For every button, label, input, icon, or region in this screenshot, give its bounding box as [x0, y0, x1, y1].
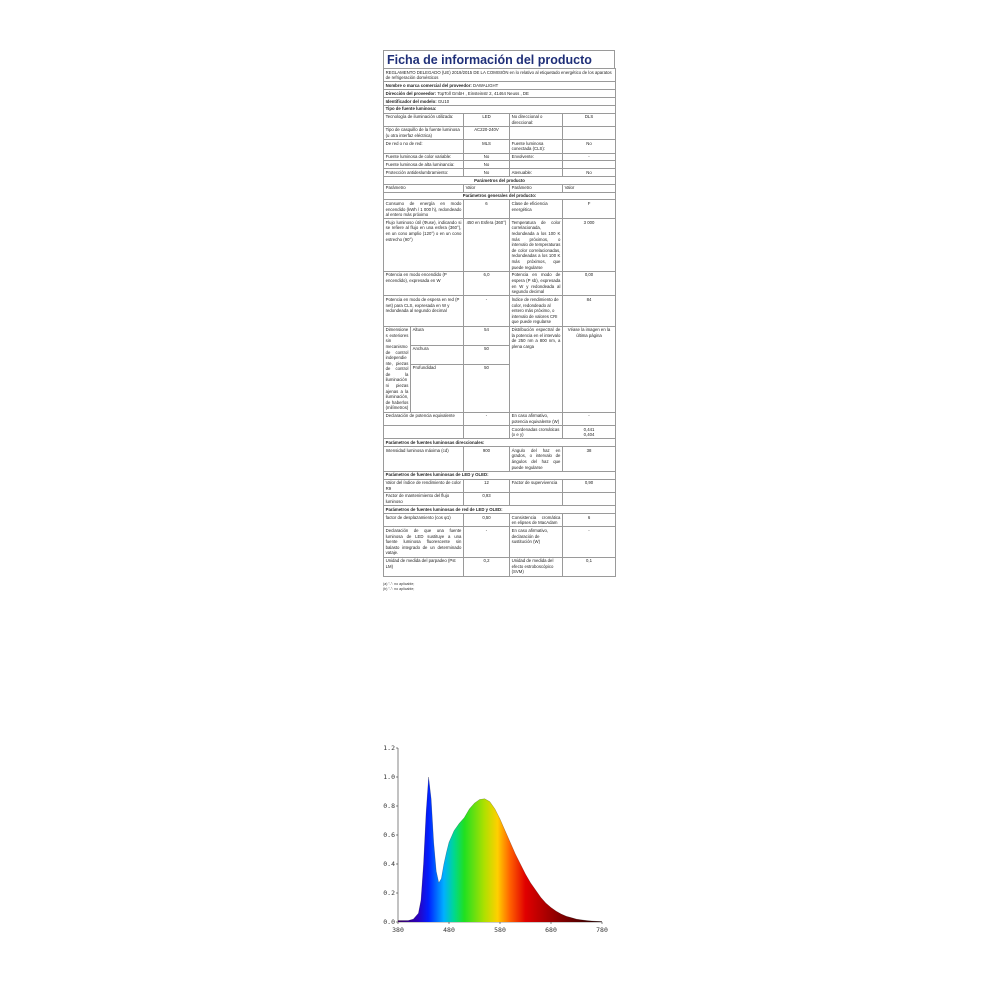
- spectral-distribution-value: Véase la imagen en la última página: [563, 326, 616, 412]
- row-label-2: Unidad de medida del efecto estroboscópico (SVM): [510, 557, 563, 576]
- table-row: [384, 426, 616, 439]
- row-label: Unidad de medida del parpadeo (Pst LM): [384, 557, 464, 576]
- supplier-address-row: [384, 90, 616, 98]
- spectrum-area: [398, 777, 602, 922]
- row-label-2: Temperatura de color correlacionada, redondeada a los 100 K más próximos, o intervalo de temperaturas de color correlacionadas, redondeadas a los 100 K más próximos, que puede regularse: [510, 219, 563, 272]
- row-value-2: DLS: [563, 113, 616, 126]
- y-tick-label: 1.0: [383, 773, 395, 781]
- row-label-2: Envolvente:: [510, 153, 563, 161]
- row-value-2: [563, 161, 616, 169]
- model-label: Identificador del modelo:: [385, 98, 437, 104]
- light-source-type-header: Tipo de fuente luminosa:: [384, 105, 616, 113]
- row-label: Valor del índice de rendimiento de color R9: [384, 479, 464, 492]
- page-title: Ficha de información del producto: [383, 50, 615, 68]
- row-value: 0,2: [464, 557, 510, 576]
- row-value-2: [563, 126, 616, 139]
- table-row: [384, 169, 616, 177]
- height-value: 54: [464, 326, 510, 345]
- row-value-2: 0,1: [563, 557, 616, 576]
- chromaticity-x: 0,441: [583, 426, 595, 432]
- row-value: MLS: [464, 140, 510, 153]
- row-value: 450 en Esfera (360°): [464, 219, 510, 272]
- row-label: Potencia en modo de espera en red (P net) para CLS, expresada en W y redondeada al segundo decimal: [384, 296, 464, 326]
- height-label: Altura: [411, 326, 464, 345]
- row-label-2: Atenuable:: [510, 169, 563, 177]
- row-label: De red o no de red:: [384, 140, 464, 153]
- table-row: [384, 153, 616, 161]
- y-tick-label: 0.0: [383, 918, 395, 926]
- row-label-2: No direccional o direccional:: [510, 113, 563, 126]
- row-value: 900: [464, 447, 510, 472]
- y-tick-label: 1.2: [383, 744, 395, 752]
- x-tick-label: 380: [392, 926, 404, 934]
- row-label: Consumo de energía en modo encendido (kWh / 1 000 h), redondeado al entero más próximo: [384, 200, 464, 219]
- row-label: Intensidad luminosa máxima (cd): [384, 447, 464, 472]
- chromaticity-label: Coordenadas cromáticas (x e y): [510, 426, 563, 439]
- row-value-2: [563, 492, 616, 505]
- x-tick-label: 580: [494, 926, 506, 934]
- row-value-2: -: [563, 527, 616, 557]
- supplier-address-label: Dirección del proveedor:: [385, 90, 437, 96]
- row-value-2: 0,00: [563, 271, 616, 296]
- row-label-2: Consistencia cromática en elipses de MacAdam: [510, 514, 563, 527]
- row-value: 6: [464, 200, 510, 219]
- row-value: 12: [464, 479, 510, 492]
- y-tick-label: 0.8: [383, 802, 395, 810]
- row-value-2: 6: [563, 514, 616, 527]
- row-label-2: En caso afirmativo, potencia equivalente (W): [510, 412, 563, 425]
- row-label: Factor de mantenimiento del flujo luminoso: [384, 492, 464, 505]
- footnotes: [383, 582, 615, 592]
- row-value: 0,50: [464, 514, 510, 527]
- width-value: 50: [464, 345, 510, 364]
- row-label-2: Clase de eficiencia energética: [510, 200, 563, 219]
- depth-label: Profundidad: [411, 364, 464, 412]
- row-label: factor de desplazamiento (cos φ1): [384, 514, 464, 527]
- table-row: [384, 161, 616, 169]
- row-label: Tipo de casquillo de la fuente luminosa (u otra interfaz eléctrica): [384, 126, 464, 139]
- y-tick-label: 0.2: [383, 889, 395, 897]
- row-value: -: [464, 527, 510, 557]
- led-header: Parámetros de fuentes luminosas de LED y OLED:: [384, 471, 616, 479]
- y-tick-label: 0.6: [383, 831, 395, 839]
- table-row: [384, 219, 616, 272]
- row-label-2: Índice de rendimiento de color, redondeado al entero más próximo, o intervalo de valores CRI que puede regularse: [510, 296, 563, 326]
- supplier-address-value: TopToll GmbH , Einsteinstr 2, 41464 Neuss , DE: [437, 90, 529, 96]
- row-label-2: Factor de supervivencia: [510, 479, 563, 492]
- row-label: Fuente luminosa de alta luminancia:: [384, 161, 464, 169]
- row-label: Tecnología de iluminación utilizada:: [384, 113, 464, 126]
- table-row: [384, 113, 616, 126]
- row-value-2: 84: [563, 296, 616, 326]
- column-header-row: [384, 184, 616, 192]
- row-value-2: 38: [563, 447, 616, 472]
- row-label-2: [510, 126, 563, 139]
- model-value: GU10: [437, 98, 450, 104]
- width-label: Anchura: [411, 345, 464, 364]
- footnote-a: (a) "-": no aplicable;: [383, 581, 415, 586]
- column-header-parameter: Parámetro: [384, 184, 464, 192]
- spectral-power-chart: [380, 740, 620, 940]
- row-label-2: [510, 492, 563, 505]
- x-tick-label: 780: [596, 926, 608, 934]
- table-row: [384, 492, 616, 505]
- product-parameters-header: Parámetros del producto: [384, 176, 616, 184]
- row-label: Declaración de que una fuente luminosa de LED sustituye a una fuente luminosa fluorescente sin balasto integrado de un determinado vataje.: [384, 527, 464, 557]
- row-value: -: [464, 412, 510, 425]
- model-row: [384, 97, 616, 105]
- row-label-2: Potencia en modo de espera (P sb), expresada en W y redondeada al segundo decimal: [510, 271, 563, 296]
- supplier-name-row: [384, 82, 616, 90]
- row-value-2: 0,90: [563, 479, 616, 492]
- row-label: Fuente luminosa de color variable:: [384, 153, 464, 161]
- depth-value: 50: [464, 364, 510, 412]
- dimensions-label: Dimensiones exteriores sin mecanismo de control independiente, piezas de control de la iluminación ni piezas ajenas a la iluminación, de haberlos (milímetros): [384, 326, 411, 412]
- table-row: [384, 271, 616, 296]
- row-value-2: No: [563, 169, 616, 177]
- dimensions-row: [384, 326, 616, 345]
- table-row: [384, 527, 616, 557]
- column-header-parameter-2: Parámetro: [510, 184, 563, 192]
- mains-led-header: Parámetros de fuentes luminosas de red de LED y OLED:: [384, 506, 616, 514]
- y-tick-label: 0.4: [383, 860, 395, 868]
- table-row: [384, 514, 616, 527]
- row-label-2: [510, 161, 563, 169]
- product-information-sheet: [383, 50, 615, 592]
- row-value-2: F: [563, 200, 616, 219]
- table-row: [384, 200, 616, 219]
- regulation-text: REGLAMENTO DELEGADO (UE) 2019/2015 DE LA COMISIÓN en lo relativo al etiquetado energético de los aparatos de refrigeración domésticos: [384, 69, 616, 82]
- table-row: [384, 140, 616, 153]
- empty-cell: [464, 426, 510, 439]
- chromaticity-y: 0,404: [583, 432, 595, 438]
- row-value: No: [464, 153, 510, 161]
- supplier-name-value: DAWALIGHT: [473, 82, 499, 88]
- row-value-2: -: [563, 412, 616, 425]
- table-row: [384, 557, 616, 576]
- footnote-b: (b) "-": no aplicable;: [383, 586, 415, 591]
- row-value: -: [464, 296, 510, 326]
- spectral-distribution-label: Distribución espectral de la potencia en el intervalo de 250 nm a 800 nm, a plena carga: [510, 326, 563, 412]
- supplier-name-label: Nombre o marca comercial del proveedor:: [385, 82, 472, 88]
- column-header-value: Valor: [464, 184, 510, 192]
- column-header-value-2: Valor: [563, 184, 616, 192]
- row-value: 0,93: [464, 492, 510, 505]
- product-table: [383, 68, 616, 577]
- row-label-2: En caso afirmativo, declaración de sustitución (W): [510, 527, 563, 557]
- row-value: No: [464, 161, 510, 169]
- table-row: [384, 412, 616, 425]
- row-label: Flujo luminoso útil (Φuse), indicando si se refiere al flujo en una esfera (360°), en un cono amplio (120°) o en un cono estrecho (90°): [384, 219, 464, 272]
- row-value-2: -: [563, 153, 616, 161]
- row-label: Declaración de potencia equivalente: [384, 412, 464, 425]
- x-tick-label: 680: [545, 926, 557, 934]
- table-row: [384, 126, 616, 139]
- row-value-2: 3 000: [563, 219, 616, 272]
- row-value: 6,0: [464, 271, 510, 296]
- chromaticity-value: [563, 426, 616, 439]
- empty-cell: [384, 426, 464, 439]
- table-row: [384, 447, 616, 472]
- row-value: LED: [464, 113, 510, 126]
- row-label: Potencia en modo encendido (P encendido), expresada en W: [384, 271, 464, 296]
- row-value: AC220-240V: [464, 126, 510, 139]
- row-value-2: No: [563, 140, 616, 153]
- row-label-2: Ángulo del haz en grados, o intervalo de ángulos del haz que puede regularse: [510, 447, 563, 472]
- general-parameters-header: Parámetros generales del producto:: [384, 192, 616, 200]
- table-row: [384, 479, 616, 492]
- row-value: No: [464, 169, 510, 177]
- table-row: [384, 296, 616, 326]
- x-tick-label: 480: [443, 926, 455, 934]
- row-label: Protección antideslumbramiento:: [384, 169, 464, 177]
- row-label-2: Fuente luminosa conectada (CLS):: [510, 140, 563, 153]
- directional-header: Parámetros de fuentes luminosas direccionales:: [384, 439, 616, 447]
